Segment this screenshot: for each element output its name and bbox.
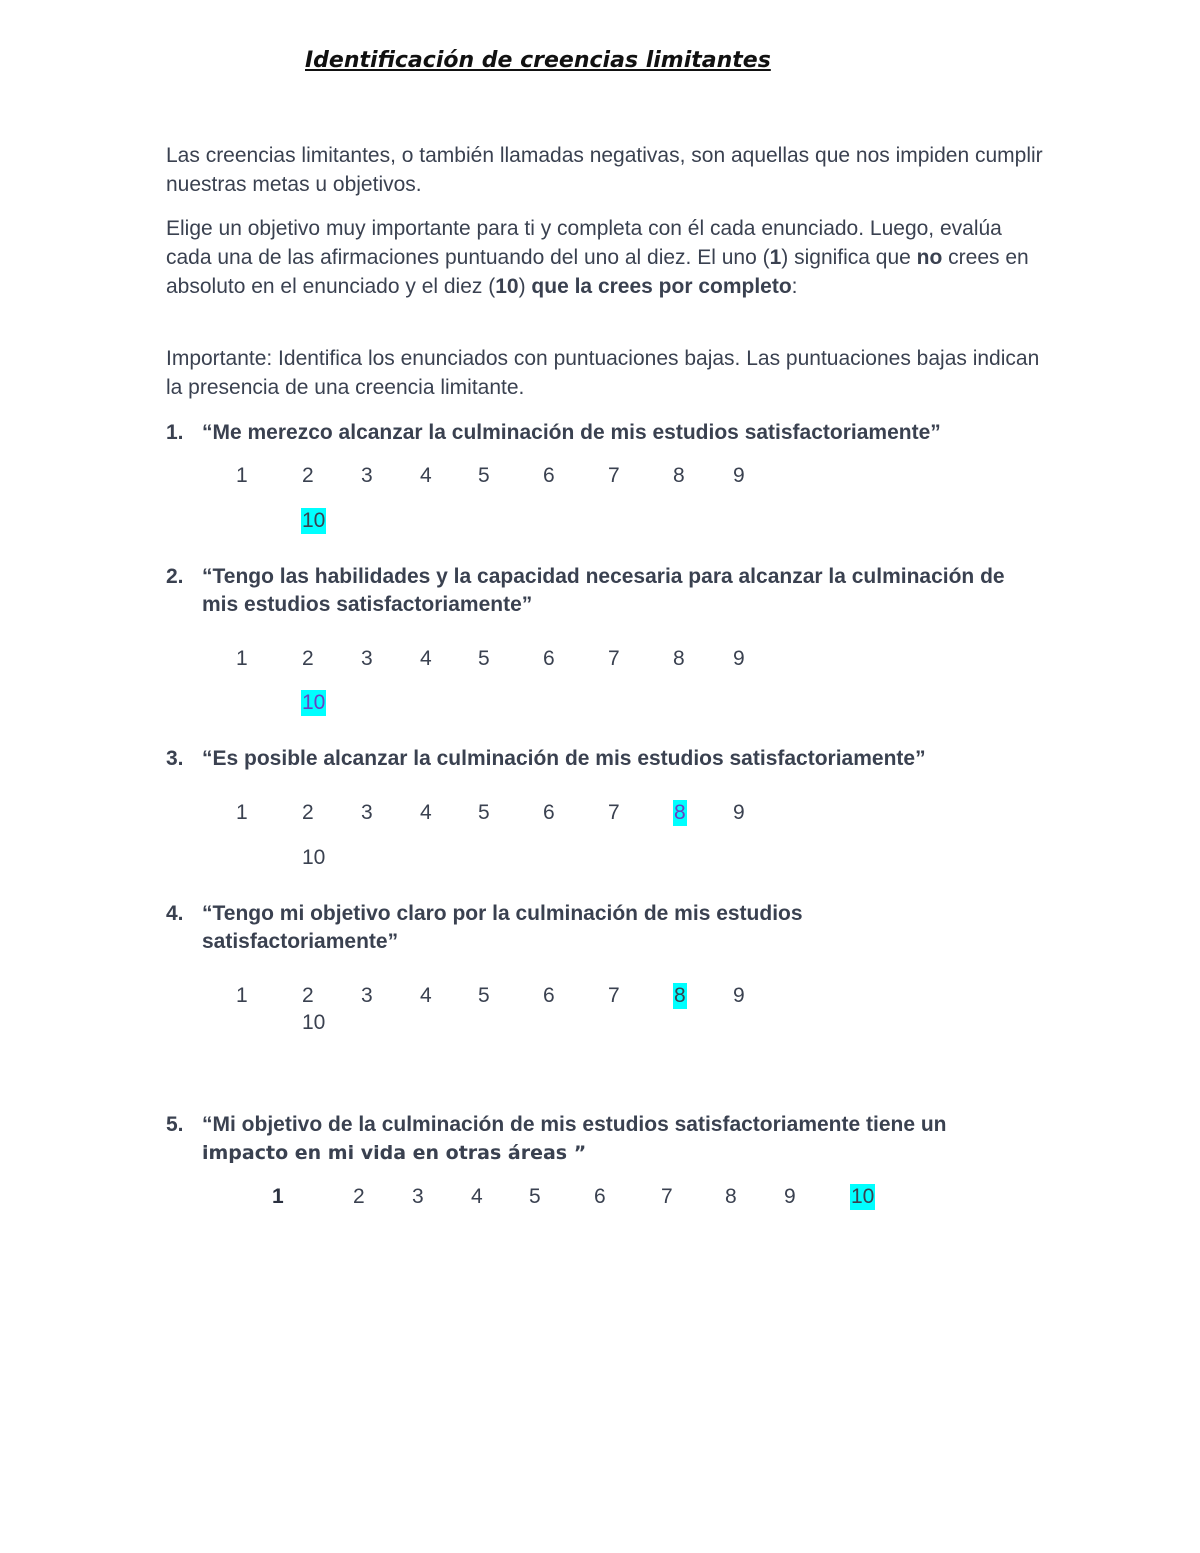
score-1[interactable]: 1 (236, 464, 248, 487)
score-9[interactable]: 9 (733, 464, 745, 487)
score-3[interactable]: 3 (361, 984, 373, 1007)
score-6[interactable]: 6 (594, 1185, 606, 1208)
question-4 (166, 900, 1046, 956)
question-text: “Tengo mi objetivo claro por la culminación de mis estudios satisfactoriamente” (202, 902, 803, 953)
score-3[interactable]: 3 (361, 647, 373, 670)
question-number: 5. (166, 1113, 184, 1136)
intro-paragraph-2: Elige un objetivo muy importante para ti y completa con él cada enunciado. Luego, evalúa cada una de las afirmaciones puntuando del uno al diez. El uno (1) significa que no crees en absoluto en el enunciado y el diez (10) que la crees por completo: (166, 217, 1029, 298)
score-8[interactable]: 8 (725, 1185, 737, 1208)
score-7[interactable]: 7 (608, 647, 620, 670)
question-number: 4. (166, 902, 184, 925)
question-2 (166, 563, 1046, 619)
score-3[interactable]: 3 (361, 464, 373, 487)
score-10-selected[interactable]: 10 (302, 509, 326, 532)
score-4[interactable]: 4 (420, 464, 432, 487)
score-9[interactable]: 9 (733, 984, 745, 1007)
score-5[interactable]: 5 (529, 1185, 541, 1208)
score-8[interactable]: 8 (673, 647, 685, 670)
document-title: Identificación de creencias limitantes (305, 48, 771, 73)
score-5[interactable]: 5 (478, 464, 490, 487)
score-5[interactable]: 5 (478, 801, 490, 824)
intro-paragraph-1: Las creencias limitantes, o también llamadas negativas, son aquellas que nos impiden cumplir nuestras metas u objetivos. (166, 144, 1043, 196)
question-number: 2. (166, 565, 184, 588)
score-6[interactable]: 6 (543, 464, 555, 487)
question-text: “Me merezco alcanzar la culminación de mis estudios satisfactoriamente” (202, 421, 941, 444)
score-2[interactable]: 2 (302, 984, 314, 1007)
score-4[interactable]: 4 (420, 984, 432, 1007)
question-3 (166, 745, 1046, 773)
question-text: “Tengo las habilidades y la capacidad necesaria para alcanzar la culminación de mis estudios satisfactoriamente” (202, 565, 1005, 616)
score-4[interactable]: 4 (420, 801, 432, 824)
score-10-selected[interactable]: 10 (851, 1185, 875, 1208)
score-8-selected[interactable]: 8 (674, 801, 686, 824)
score-6[interactable]: 6 (543, 801, 555, 824)
score-2[interactable]: 2 (353, 1185, 365, 1208)
score-4[interactable]: 4 (471, 1185, 483, 1208)
score-1[interactable]: 1 (236, 647, 248, 670)
score-6[interactable]: 6 (543, 647, 555, 670)
score-7[interactable]: 7 (608, 464, 620, 487)
score-9[interactable]: 9 (733, 801, 745, 824)
score-7[interactable]: 7 (608, 984, 620, 1007)
score-1[interactable]: 1 (272, 1185, 284, 1208)
score-3[interactable]: 3 (361, 801, 373, 824)
question-text: “Es posible alcanzar la culminación de mis estudios satisfactoriamente” (202, 747, 926, 770)
question-number: 3. (166, 747, 184, 770)
score-6[interactable]: 6 (543, 984, 555, 1007)
score-1[interactable]: 1 (236, 984, 248, 1007)
score-8-selected[interactable]: 8 (674, 984, 686, 1007)
score-9[interactable]: 9 (784, 1185, 796, 1208)
question-text-line-1: “Mi objetivo de la culminación de mis estudios satisfactoriamente tiene un (202, 1113, 947, 1136)
score-10[interactable]: 10 (302, 846, 326, 869)
score-1[interactable]: 1 (236, 801, 248, 824)
question-5 (166, 1111, 1046, 1167)
score-2[interactable]: 2 (302, 801, 314, 824)
score-5[interactable]: 5 (478, 647, 490, 670)
score-2[interactable]: 2 (302, 464, 314, 487)
score-9[interactable]: 9 (733, 647, 745, 670)
question-1 (166, 419, 1046, 447)
score-10[interactable]: 10 (302, 1011, 326, 1034)
score-7[interactable]: 7 (608, 801, 620, 824)
question-number: 1. (166, 421, 184, 444)
score-10-selected[interactable]: 10 (302, 691, 326, 714)
score-3[interactable]: 3 (412, 1185, 424, 1208)
score-5[interactable]: 5 (478, 984, 490, 1007)
question-text-line-2: impacto en mi vida en otras áreas ” (202, 1142, 587, 1164)
score-7[interactable]: 7 (661, 1185, 673, 1208)
intro-paragraph-3: Importante: Identifica los enunciados con puntuaciones bajas. Las puntuaciones bajas indican la presencia de una creencia limitante. (166, 347, 1040, 399)
score-4[interactable]: 4 (420, 647, 432, 670)
score-2[interactable]: 2 (302, 647, 314, 670)
score-8[interactable]: 8 (673, 464, 685, 487)
